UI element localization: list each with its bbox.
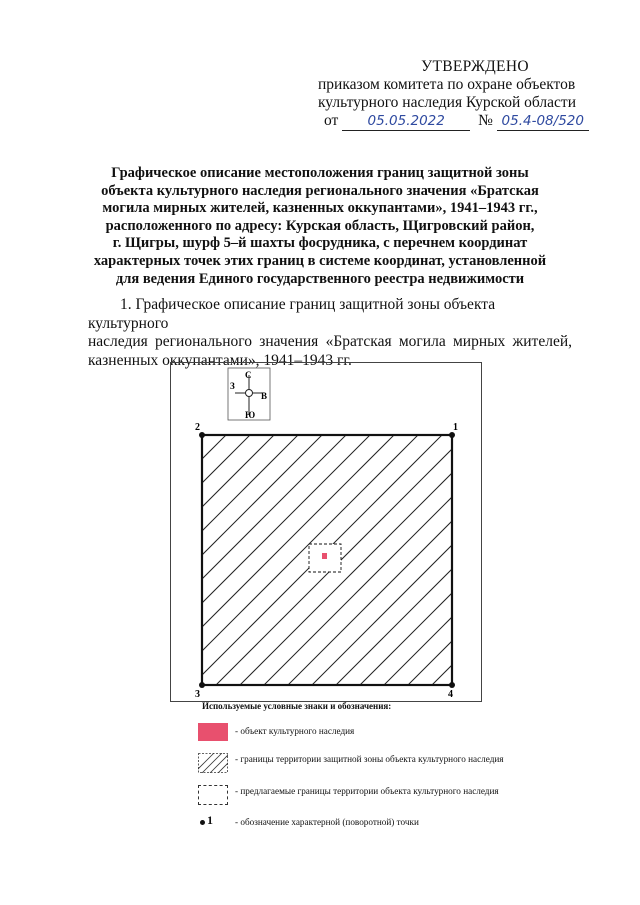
corner-label-2: 2 bbox=[195, 422, 200, 433]
heading-line: могила мирных жителей, казненных оккупантами», 1941–1943 гг., bbox=[102, 200, 538, 217]
hatch-line bbox=[480, 435, 483, 685]
number-underline bbox=[497, 112, 589, 131]
legend-title: Используемые условные знаки и обозначения: bbox=[202, 701, 392, 711]
section-line-1: 1. Графическое описание границ защитной зоны объекта культурного bbox=[88, 296, 496, 332]
approval-date-line bbox=[300, 112, 610, 131]
legend-hatch-symbol bbox=[198, 753, 228, 773]
date-value: 05.05.2022 bbox=[367, 113, 445, 129]
corner-label-1: 1 bbox=[453, 422, 458, 433]
legend-pink-fill-symbol bbox=[198, 723, 228, 741]
hatch-line bbox=[171, 435, 202, 685]
section-line-2: наследия регионального значения «Братская могила мирных жителей, bbox=[88, 333, 572, 351]
document-heading bbox=[80, 165, 560, 288]
hatch-line bbox=[336, 435, 483, 685]
approval-title: УТВЕРЖДЕНО bbox=[421, 58, 529, 75]
hatch-line bbox=[171, 435, 274, 685]
compass-rose bbox=[228, 368, 270, 420]
corner-point-3 bbox=[199, 682, 205, 688]
map-drawing bbox=[171, 363, 483, 703]
compass-north-label: С bbox=[245, 370, 252, 380]
legend-text: - предлагаемые границы территории объекта культурного наследия bbox=[235, 786, 499, 796]
compass-south-label: Ю bbox=[245, 410, 256, 420]
hatch-line bbox=[171, 435, 250, 685]
legend-text: - обозначение характерной (поворотной) точки bbox=[235, 817, 419, 827]
compass-center bbox=[246, 390, 253, 397]
hatch-line bbox=[171, 435, 418, 685]
approval-line-2: культурного наследия Курской области bbox=[318, 94, 576, 111]
section-paragraph bbox=[88, 296, 572, 370]
hatch-line bbox=[432, 435, 483, 685]
heading-line: Графическое описание местоположения границ защитной зоны bbox=[111, 165, 529, 181]
section-line-3: казненных оккупантами», 1941–1943 гг. bbox=[88, 351, 352, 369]
approval-line-1: приказом комитета по охране объектов bbox=[318, 76, 576, 93]
heading-line: расположенного по адресу: Курская область, Щигровский район, bbox=[105, 217, 535, 234]
date-underline bbox=[342, 112, 470, 131]
hatch-line bbox=[384, 435, 483, 685]
hatch-line bbox=[171, 435, 322, 685]
heading-line: характерных точек этих границ в системе координат, установленной bbox=[93, 252, 547, 269]
compass-east-label: В bbox=[261, 391, 268, 401]
legend-text: - объект культурного наследия bbox=[235, 726, 355, 736]
number-value: 05.4-08/520 bbox=[501, 113, 584, 129]
compass-west-label: З bbox=[230, 381, 235, 391]
corner-label-4: 4 bbox=[448, 689, 453, 700]
hatch-line bbox=[456, 435, 483, 685]
legend-dashed-symbol bbox=[198, 785, 228, 805]
hatch-line bbox=[171, 435, 226, 685]
heading-line: объекта культурного наследия регионального значения «Братская bbox=[101, 182, 539, 199]
hatch-line bbox=[240, 435, 483, 685]
corner-label-3: 3 bbox=[195, 689, 200, 700]
legend-point-symbol bbox=[200, 820, 205, 825]
protection-zone-map bbox=[170, 362, 482, 702]
date-prefix: от bbox=[324, 112, 339, 129]
hatch-line bbox=[171, 435, 394, 685]
number-prefix: № bbox=[478, 112, 493, 129]
hatch-line bbox=[171, 435, 298, 685]
legend-point-label: 1 bbox=[207, 813, 213, 827]
heading-line: для ведения Единого государственного реестра недвижимости bbox=[115, 270, 525, 287]
heritage-object-marker bbox=[322, 553, 327, 559]
heading-line: г. Щигры, шурф 5–й шахты фосрудника, с перечнем координат bbox=[112, 235, 528, 252]
legend-text: - границы территории защитной зоны объекта культурного наследия bbox=[235, 754, 504, 764]
corner-point-4 bbox=[449, 682, 455, 688]
hatch-line bbox=[408, 435, 483, 685]
approval-block bbox=[300, 58, 610, 131]
